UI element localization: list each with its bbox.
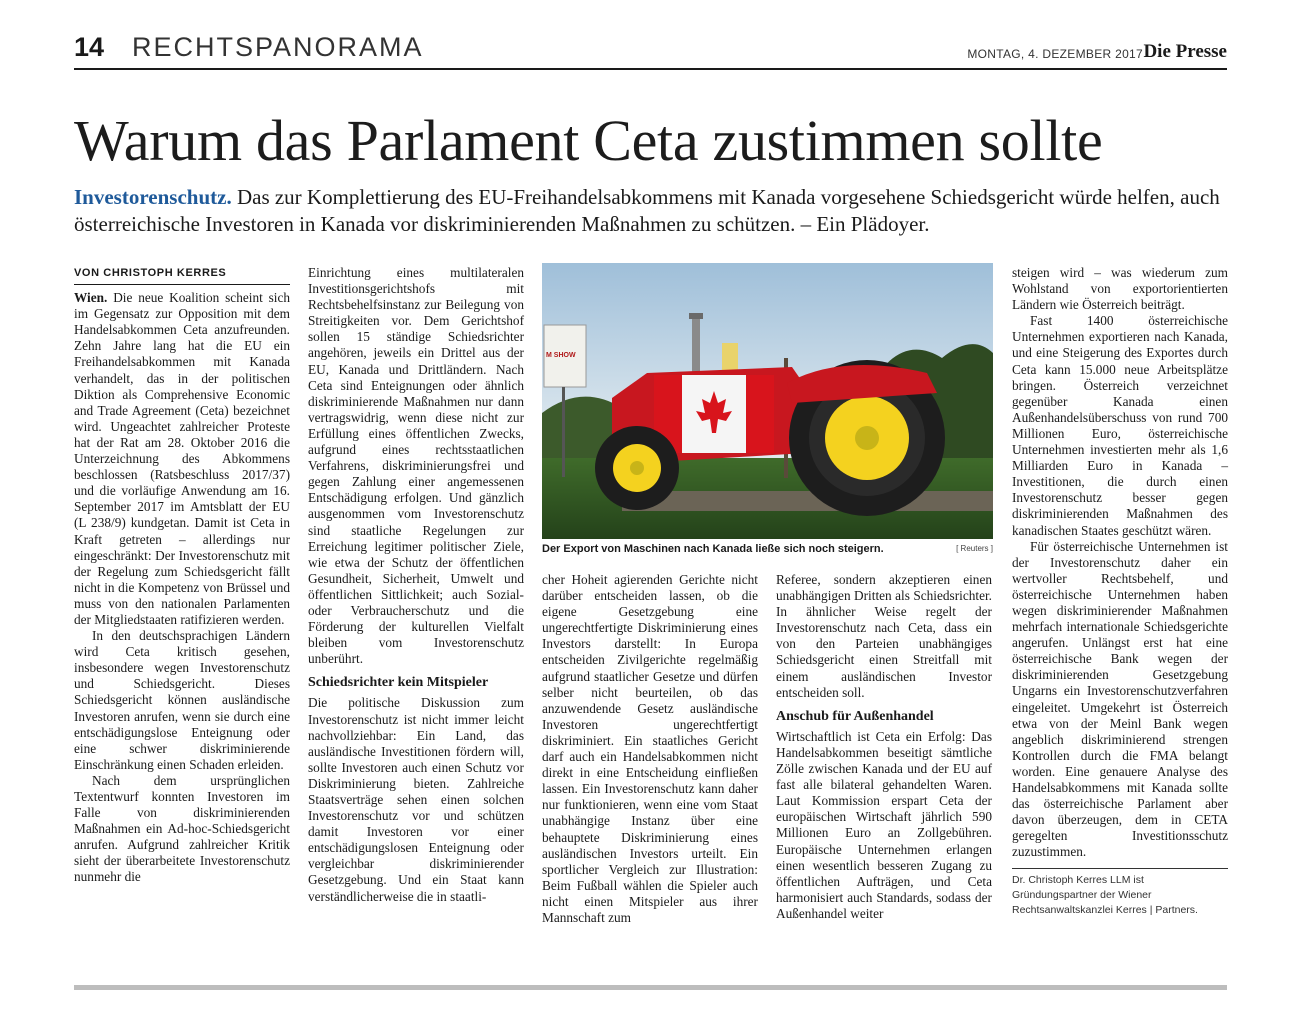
tractor-photo-illustration xyxy=(542,263,993,539)
paragraph: Fast 1400 österreichische Unternehmen exportieren nach Kanada, und eine Steigerung des Exportes durch Ceta kann 15.000 neue Arbeitsplätze bringen. Österreich verzeichnet gegenüber Kanada einen Außenhandelsüberschuss von rund 700 Millionen Euro, österreichische Unternehmen investierten mehr als 1,6 Milliarden Euro in Kanada – Investitionen, die durch einen Investorenschutz besser gegen diskriminierenden Maßnahmen des kanadischen Staates geschützt wären. xyxy=(1012,313,1228,538)
column-5 xyxy=(1012,265,1228,918)
footer-rule xyxy=(74,985,1227,990)
column-3 xyxy=(542,572,758,926)
paragraph: In den deutschsprachigen Ländern wird Ceta kritisch gesehen, insbesondere wegen Investorenschutz und Schiedsgericht. Dieses Schiedsgericht können ausländische Investoren anrufen, wenn sie durch eine entschädigungslose Enteignung oder eine schwer diskriminierende Einschränkung einen Schaden erleiden. xyxy=(74,628,290,772)
canada-flag xyxy=(654,375,774,453)
paragraph: Die politische Diskussion zum Investorenschutz ist nicht immer leicht nachvollziehbar: Ein Land, das ausländische Investitionen fördern will, sollte Investoren auch einen Schutz vor Diskriminierung bieten. Zahlreiche Staatsverträge sehen einen solchen Investorenschutz vor und schützen damit Investoren vor einer entschädigungslosen Enteignung oder vergleichbar diskriminierender Gesetzgebung. Und ein Staat kann verständlicherweise die in staatli- xyxy=(308,695,524,904)
page-header xyxy=(74,30,1227,70)
subheading: Anschub für Außenhandel xyxy=(776,708,934,724)
photo-caption xyxy=(542,543,993,555)
byline: VON CHRISTOPH KERRES xyxy=(74,265,290,285)
column-2 xyxy=(308,265,524,905)
article-headline: Warum das Parlament Ceta zustimmen sollte xyxy=(74,108,1103,173)
caption-text: Der Export von Maschinen nach Kanada ließe sich noch steigern. xyxy=(542,543,884,555)
paragraph xyxy=(74,290,290,628)
lead-text: Das zur Komplettierung des EU-Freihandelsabkommens mit Kanada vorgesehene Schiedsgericht würde helfen, auch österreichische Investoren in Kanada vor diskriminierenden Maßnahmen zu schützen. – Ein Plädoyer. xyxy=(74,185,1220,236)
paragraph: Referee, sondern akzeptieren einen unabhängigen Dritten als Schiedsrichter. In ähnlicher Weise regelt der Investorenschutz nach Ceta, dass ein von den Parteien unabhängiges Schiedsgericht einen Streitfall mit einem ausländischen Investor entscheiden soll. xyxy=(776,572,992,700)
paragraph: Nach dem ursprünglichen Textentwurf konnten Investoren im Falle von diskriminierenden Maßnahmen ein Ad-hoc-Schiedsgericht anrufen. Aufgrund zahlreicher Kritik sieht der überarbeitete Investorenschutz nunmehr die xyxy=(74,772,290,885)
column-4 xyxy=(776,572,992,922)
article-kicker: Investorenschutz. xyxy=(74,185,232,209)
paragraph: Wirtschaftlich ist Ceta ein Erfolg: Das Handelsabkommen beseitigt sämtliche Zölle zwischen Kanada und der EU auf fast alle bilateral gehandelten Waren. Laut Kommission erspart Ceta der europäischen Wirtschaft jährlich 590 Millionen Euro an Zollgebühren. Europäische Unternehmen erlangen einen wesentlich besseren Zugang zu öffentlichen Aufträgen, und Ceta harmonisiert auch Standards, sodass der Außenhandel weiter xyxy=(776,728,992,921)
dateline-place: Wien. xyxy=(74,290,108,306)
page-number: 14 xyxy=(74,32,105,62)
paragraph: Für österreichische Unternehmen ist der Investorenschutz daher ein wertvoller Rechtsbehelf, und österreichische Unternehmen haben wegen diskriminierender Maßnahmen mehrfach internationale Schiedsgerichte angerufen. Unlängst erst hat eine österreichische Bank wegen der diskriminierenden Gesetzgebung Ungarns ein Investorenschutzverfahren eingeleitet. Umgekehrt ist Österreich etwa von der Meinl Bank wegen angeblich diskriminierend strengen Kontrollen durch die FMA belangt worden. Eine genauere Analyse des Handelsabkommens mit Kanada sollte das österreichische Parlament aber davon überzeugen, dem in CETA geregelten Investitionsschutz zuzustimmen. xyxy=(1012,538,1228,860)
photo-credit: [ Reuters ] xyxy=(956,544,993,553)
issue-date: MONTAG, 4. DEZEMBER 2017 xyxy=(967,47,1143,61)
paragraph-text: Die neue Koalition scheint sich im Gegensatz zur Opposition mit dem Handelsabkommen Ceta anzufreunden. Zehn Jahre lang hat die EU ein Freihandelsabkommen mit Kanada verhandelt, das in der politischen Diktion als Comprehensive Economic and Trade Agreement (Ceta) bezeichnet wird. Ungeachtet zahlreicher Proteste hat der Rat am 28. Oktober 2016 die Unterzeichnung des Abkommens beschlossen (Ratsbeschluss 2017/37) und die vorläufige Anwendung am 16. September 2017 im Amtsblatt der EU (L 238/9) kundgetan. Damit ist Ceta in Kraft getreten – allerdings nur eingeschränkt: Der Investorenschutz mit der Regelung zum Schiedsgericht fällt nicht in die Kompetenz von Brüssel und muss von den nationalen Parlamenten der Mitgliedstaaten ratifizieren werden. xyxy=(74,290,291,627)
article-lead xyxy=(74,184,1227,238)
author-info: Dr. Christoph Kerres LLM ist Gründungspartner der Wiener Rechtsanwaltskanzlei Kerres | Partners. xyxy=(1012,868,1228,918)
section-title: RECHTSPANORAMA xyxy=(132,32,424,62)
paragraph: Einrichtung eines multilateralen Investitionsgerichtshofs mit Rechtsbehelfsinstanz zur Beilegung von Streitigkeiten vor. Dem Gerichtshof sollen 15 ständige Schiedsrichter angehören, jeweils ein Drittel aus der EU, Kanada und Drittländern. Nach Ceta sind Enteignungen oder ähnlich diskriminierende Maßnahmen nur dann vertragswidrig, wenn diese nicht zur Erfüllung eines öffentlichen Zwecks, aufgrund eines rechtsstaatlichen Verfahrens, diskriminierungsfrei und gegen Zahlung einer angemessenen Entschädigung erfolgen. Und gänzlich ausgenommen vom Investorenschutz sind staatliche Regelungen zur Erreichung legitimer politischer Ziele, wie etwa der Schutz der öffentlichen Gesundheit, Sicherheit, Umwelt und öffentlichen Sittlichkeit; auch Sozial- oder Verbraucherschutz und die Förderung der kulturellen Vielfalt bleiben vom Investorenschutz unberührt. xyxy=(308,265,524,667)
paragraph: cher Hoheit agierenden Gerichte nicht darüber entscheiden lassen, ob die eigene Gesetzgebung eine ungerechtfertigte Diskriminierung eines Investors darstellt: In Europa entscheiden Zivilgerichte regelmäßig aufgrund staatlicher Gesetze und dürfen selber nicht beurteilen, ob das anzuwendende Gesetz ausländische Investoren ungerechtfertigt diskriminiert. Ein staatliches Gericht darf auch ein Handelsabkommen nicht direkt in eine Entscheidung einfließen lassen. Ein Investorenschutz kann daher nur funktionieren, wenn eine vom Staat unabhängige Instanz über eine behauptete Diskriminierung eines ausländischen Investors urteilt. Ein sportlicher Vergleich zur Illustration: Beim Fußball wählen die Spieler auch nicht einen Mitspieler aus ihrer Mannschaft zum xyxy=(542,572,758,925)
column-1 xyxy=(74,265,290,886)
paragraph: steigen wird – was wiederum zum Wohlstand von exportorientierten Ländern wie Österreich beiträgt. xyxy=(1012,265,1228,313)
article-photo xyxy=(542,263,993,539)
sign-text: M SHOW xyxy=(546,352,576,359)
subheading: Schiedsrichter kein Mitspieler xyxy=(308,675,489,691)
newspaper-logo: Die Presse xyxy=(1143,41,1227,62)
